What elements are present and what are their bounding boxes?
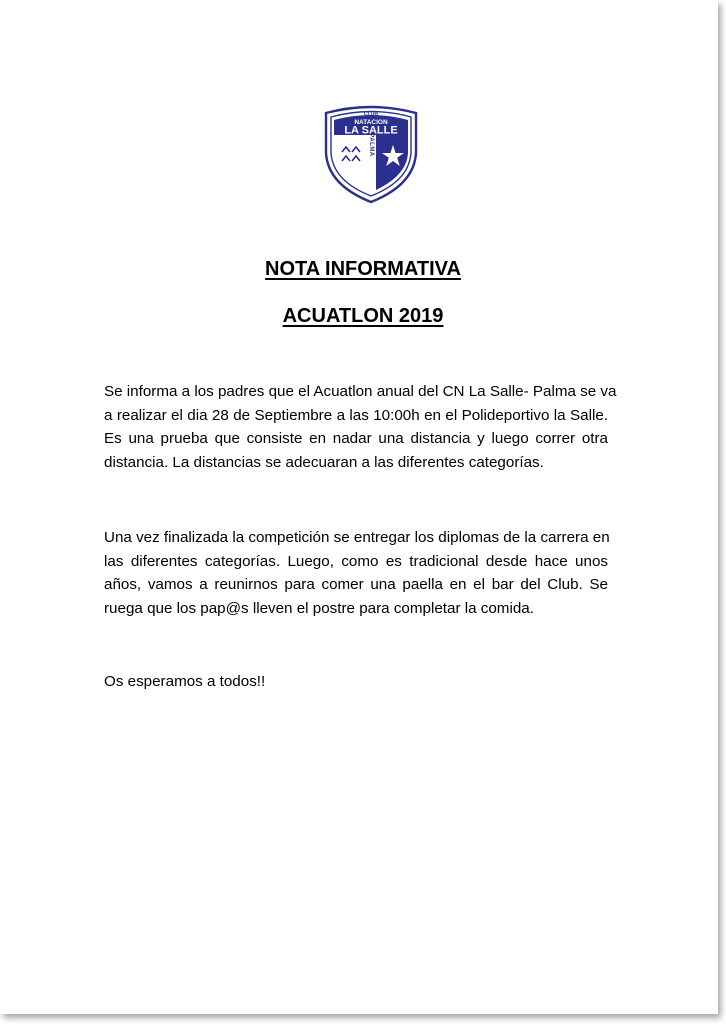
logo-top-text-2: NATACION [354, 119, 388, 126]
paragraph-closing [104, 670, 608, 694]
paragraph-intro [104, 380, 617, 474]
logo-name: LA SALLE [344, 124, 398, 137]
paragraph-line: Os esperamos a todos!! [104, 673, 266, 690]
paragraph-line: Una vez finalizada la competición se entregar los diplomas de la carrera en [104, 529, 610, 546]
paragraph-line: distancia. La distancias se adecuaran a las diferentes categorías. [104, 453, 544, 471]
paragraph-line: ruega que los pap@s lleven el postre para completar la comida. [104, 599, 534, 617]
page-title: NOTA INFORMATIVA [265, 258, 461, 280]
paragraph-line: años, vamos a reunirnos para comer una paella en el bar del Club. Se [104, 576, 608, 593]
paragraph-after-race [104, 526, 608, 620]
club-logo [322, 105, 420, 205]
paragraph-line: a realizar el dia 28 de Septiembre a las 10:00h en el Polideportivo la Salle. [104, 406, 608, 424]
logo-top-text-1: CLUB [364, 111, 378, 118]
paragraph-line: las diferentes categorías. Luego, como es tradicional desde hace unos [104, 552, 608, 570]
paragraph-line: Es una prueba que consiste en nadar una distancia y luego correr otra [104, 430, 608, 447]
page-subtitle: ACUATLON 2019 [282, 305, 444, 327]
logo-side-text: PALMA [368, 133, 374, 157]
paragraph-line: Se informa a los padres que el Acuatlon anual del CN La Salle- Palma se va [104, 383, 617, 400]
